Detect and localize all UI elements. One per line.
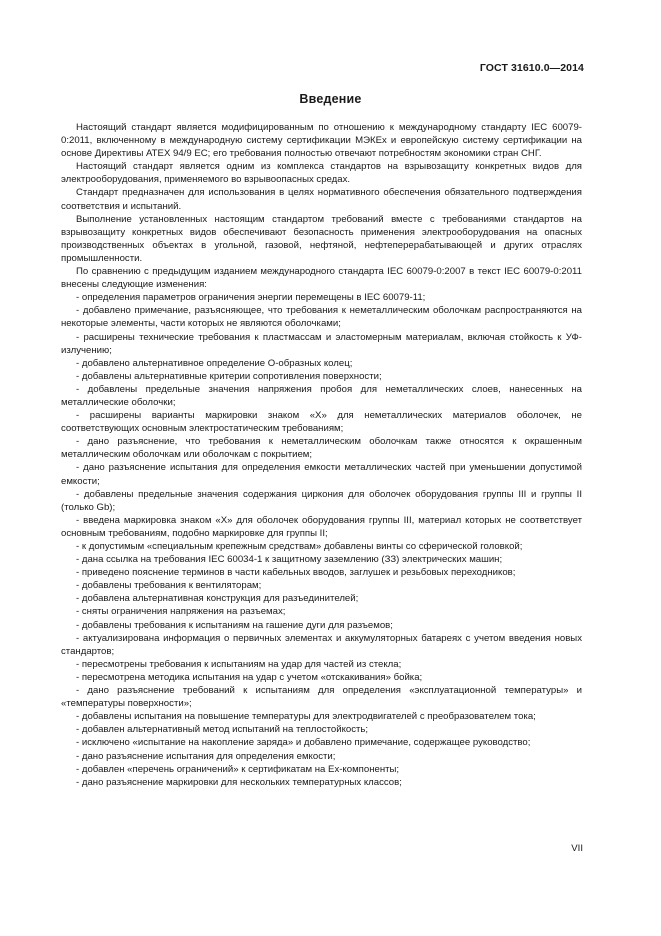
change-item: - сняты ограничения напряжения на разъемах; bbox=[76, 606, 286, 618]
standard-code-header: ГОСТ 31610.0—2014 bbox=[479, 62, 584, 74]
change-item: - добавлены предельные значения напряжения пробоя для неметаллических слоев, нанесенных на металлические оболочки; bbox=[61, 383, 582, 408]
change-item: - добавлен «перечень ограничений» к сертификатам на Ex-компоненты; bbox=[76, 763, 400, 775]
change-item: - добавлена альтернативная конструкция для разъединителей; bbox=[76, 593, 359, 605]
change-item: - пересмотрены требования к испытаниям на удар для частей из стекла; bbox=[76, 658, 402, 670]
change-item: - добавлены предельные значения содержания циркония для оболочек оборудования группы III и группы II (только Gb); bbox=[61, 488, 582, 513]
paragraph-purpose: Стандарт предназначен для использования в целях нормативного обеспечения обязательного подтверждения соответствия и испытаний. bbox=[61, 187, 582, 212]
change-item: - исключено «испытание на накопление заряда» и добавлено примечание, содержащее руководство; bbox=[76, 737, 531, 749]
page-number: VII bbox=[571, 843, 583, 854]
change-item: - дано разъяснение испытания для определения емкости; bbox=[76, 750, 336, 762]
change-item: - добавлены требования к вентиляторам; bbox=[76, 580, 262, 592]
change-item: - расширены варианты маркировки знаком «X» для неметаллических материалов оболочек, не соответствующих основным электростатическим требованиям; bbox=[61, 410, 582, 435]
paragraph-comparison: По сравнению с предыдущим изданием международного стандарта IEC 60079-0:2007 в текст IEC 60079-0:2011 внесены следующие изменения: bbox=[61, 266, 582, 291]
change-item: - дано разъяснение требований к испытаниям для определения «эксплуатационной температуры» и «температуры поверхности»; bbox=[61, 685, 582, 710]
paragraph-scope: Настоящий стандарт является одним из комплекса стандартов на взрывозащиту конкретных видов для электрооборудования, применяемого во взрывоопасных средах. bbox=[61, 161, 582, 186]
change-item: - дана ссылка на требования IEC 60034-1 к защитному заземлению (ЗЗ) электрических машин; bbox=[76, 554, 503, 566]
change-item: - добавлено альтернативное определение О-образных колец; bbox=[76, 357, 353, 369]
change-item: - дано разъяснение, что требования к неметаллическим оболочкам также относятся к окрашенным металлическим оболочкам или оболочкам с покрытием; bbox=[61, 436, 582, 461]
change-item: - дано разъяснение испытания для определения емкости металлических частей при уменьшении допустимой емкости; bbox=[61, 462, 582, 487]
change-item: - добавлены альтернативные критерии сопротивления поверхности; bbox=[76, 370, 382, 382]
change-item: - введена маркировка знаком «X» для оболочек оборудования группы III, материал которых не соответствует основным требованиям, подобно маркировке для группы II; bbox=[61, 514, 582, 539]
change-item: - определения параметров ограничения энергии перемещены в IEC 60079-11; bbox=[76, 292, 426, 304]
change-item: - добавлен альтернативный метод испытаний на теплостойкость; bbox=[76, 724, 369, 736]
change-item: - пересмотрена методика испытания на удар с учетом «отскакивания» бойка; bbox=[76, 671, 423, 683]
change-item: - дано разъяснение маркировки для нескольких температурных классов; bbox=[76, 776, 402, 788]
body-text bbox=[61, 121, 582, 789]
paragraph-safety: Выполнение установленных настоящим стандартом требований вместе с требованиями стандартов на взрывозащиту конкретных видов обеспечивают безопасность применения электрооборудования на опасных производственных объектах в угольной, газовой, нефтяной, нефтеперерабатывающей и других отраслях промышленности. bbox=[61, 213, 582, 264]
section-title: Введение bbox=[299, 92, 362, 106]
change-item: - актуализирована информация о первичных элементах и аккумуляторных батареях с учетом введения новых стандартов; bbox=[61, 632, 582, 657]
change-item: - добавлены требования к испытаниям на гашение дуги для разъемов; bbox=[76, 619, 393, 631]
change-item: - расширены технические требования к пластмассам и эластомерным материалам, включая стойкость к УФ-излучению; bbox=[61, 331, 582, 356]
change-item: - добавлены испытания на повышение температуры для электродвигателей с преобразователем тока; bbox=[76, 711, 536, 723]
change-item: - к допустимым «специальным крепежным средствам» добавлены винты со сферической головкой; bbox=[76, 541, 523, 552]
change-item: - приведено пояснение терминов в части кабельных вводов, заглушек и резьбовых переходников; bbox=[76, 567, 516, 579]
change-item: - добавлено примечание, разъясняющее, что требования к неметаллическим оболочкам распространяются на некоторые элементы, части которых не являются оболочками; bbox=[61, 305, 582, 330]
paragraph-modification: Настоящий стандарт является модифицированным по отношению к международному стандарту IEC 60079-0:2011, включенному в международную систему сертификации МЭКЕх и европейскую систему сертификации на основе Директивы ATEX 94/9 EC; его требования полностью отвечают потребностям экономики стран СНГ. bbox=[61, 122, 582, 160]
